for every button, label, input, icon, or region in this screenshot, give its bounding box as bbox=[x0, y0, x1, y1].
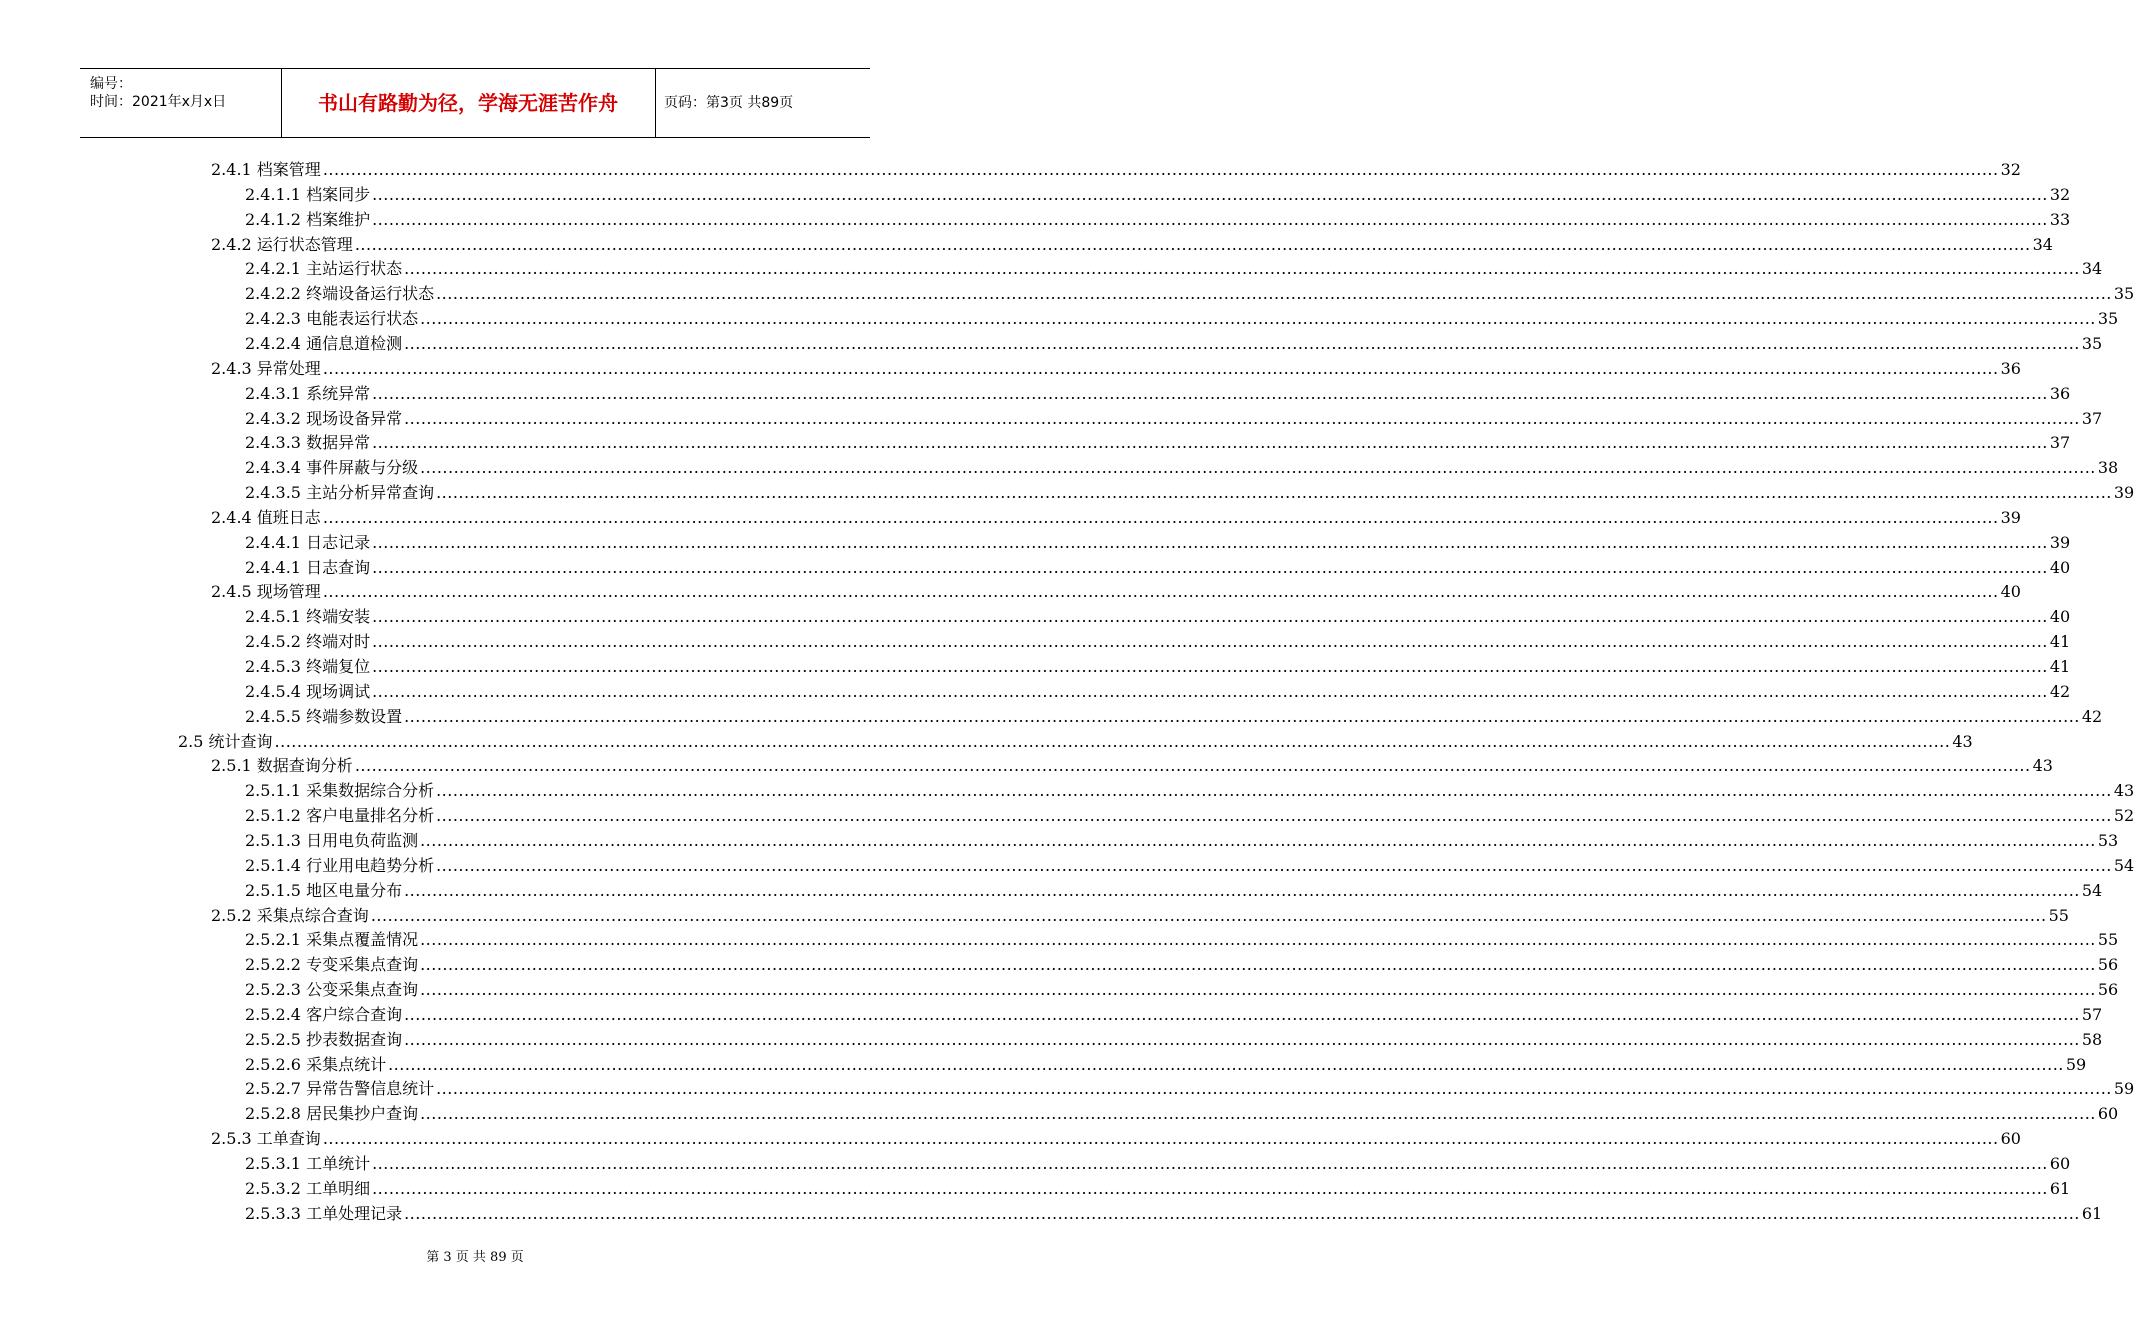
toc-entry[interactable] bbox=[245, 680, 2071, 704]
toc-entry-page: 42 bbox=[2081, 707, 2103, 726]
toc-entry-page: 32 bbox=[2049, 185, 2071, 204]
toc-entry[interactable] bbox=[245, 307, 2119, 331]
toc-entry[interactable] bbox=[245, 829, 2119, 853]
toc-leader-dots: ............................................................................................................................................................................................................................................................................................................ bbox=[404, 1005, 2080, 1024]
toc-entry-page: 37 bbox=[2081, 409, 2103, 428]
toc-entry-page: 60 bbox=[2097, 1104, 2119, 1123]
toc-entry-title: 2.5.2.7 异常告警信息统计 bbox=[245, 1079, 435, 1098]
toc-entry[interactable] bbox=[245, 1053, 2087, 1077]
toc-entry-page: 52 bbox=[2113, 806, 2134, 825]
toc-entry[interactable] bbox=[211, 904, 2069, 928]
toc-entry[interactable] bbox=[245, 1102, 2119, 1126]
toc-entry-page: 59 bbox=[2065, 1055, 2087, 1074]
toc-entry-title: 2.5.3 工单查询 bbox=[211, 1129, 321, 1148]
toc-leader-dots: ............................................................................................................................................................................................................................................................................................................ bbox=[370, 906, 2047, 925]
toc-entry-title: 2.4.5.5 终端参数设置 bbox=[245, 707, 403, 726]
toc-entry[interactable] bbox=[245, 854, 2134, 878]
toc-entry-page: 54 bbox=[2113, 856, 2134, 875]
toc-entry-page: 36 bbox=[2049, 384, 2071, 403]
toc-leader-dots: ............................................................................................................................................................................................................................................................................................................ bbox=[372, 210, 2048, 229]
header-page-info: 页码：第3页 共89页 bbox=[664, 95, 794, 111]
toc-entry-page: 34 bbox=[2081, 259, 2103, 278]
toc-entry[interactable] bbox=[245, 1003, 2103, 1027]
toc-leader-dots: ............................................................................................................................................................................................................................................................................................................ bbox=[322, 1129, 1999, 1148]
toc-entry-title: 2.4.5.3 终端复位 bbox=[245, 657, 371, 676]
toc-entry-page: 54 bbox=[2081, 881, 2103, 900]
toc-entry[interactable] bbox=[245, 257, 2103, 281]
toc-entry-title: 2.5.1 数据查询分析 bbox=[211, 756, 353, 775]
toc-entry-title: 2.4.3.5 主站分析异常查询 bbox=[245, 483, 435, 502]
toc-leader-dots: ............................................................................................................................................................................................................................................................................................................ bbox=[372, 682, 2048, 701]
toc-leader-dots: ............................................................................................................................................................................................................................................................................................................ bbox=[404, 1204, 2080, 1223]
toc-entry[interactable] bbox=[178, 730, 1973, 754]
toc-entry-page: 43 bbox=[2032, 756, 2053, 775]
toc-leader-dots: ............................................................................................................................................................................................................................................................................................................ bbox=[322, 160, 1999, 179]
toc-entry[interactable] bbox=[245, 481, 2134, 505]
toc-entry-title: 2.5.2.5 抄表数据查询 bbox=[245, 1030, 403, 1049]
toc-entry-title: 2.4.5 现场管理 bbox=[211, 582, 321, 601]
page-footer: 第 3 页 共 89 页 bbox=[426, 1250, 524, 1265]
toc-entry-title: 2.4.3 异常处理 bbox=[211, 359, 321, 378]
toc-entry-title: 2.5.2.2 专变采集点查询 bbox=[245, 955, 419, 974]
toc-entry-title: 2.5.3.2 工单明细 bbox=[245, 1179, 371, 1198]
toc-leader-dots: ............................................................................................................................................................................................................................................................................................................ bbox=[404, 409, 2080, 428]
toc-leader-dots: ............................................................................................................................................................................................................................................................................................................ bbox=[436, 1079, 2112, 1098]
toc-entry-title: 2.4.4.1 日志查询 bbox=[245, 558, 371, 577]
toc-entry-page: 53 bbox=[2097, 831, 2119, 850]
toc-leader-dots: ............................................................................................................................................................................................................................................................................................................ bbox=[436, 781, 2112, 800]
header-motto: 书山有路勤为径，学海无涯苦作舟 bbox=[318, 91, 618, 115]
toc-entry-title: 2.4.1 档案管理 bbox=[211, 160, 321, 179]
toc-entry[interactable] bbox=[245, 879, 2103, 903]
toc-leader-dots: ............................................................................................................................................................................................................................................................................................................ bbox=[436, 483, 2112, 502]
toc-entry-page: 60 bbox=[2049, 1154, 2071, 1173]
toc-entry-page: 61 bbox=[2081, 1204, 2103, 1223]
toc-entry-page: 39 bbox=[2049, 533, 2071, 552]
toc-entry[interactable] bbox=[245, 431, 2071, 455]
toc-entry[interactable] bbox=[245, 928, 2119, 952]
toc-entry-title: 2.5.2 采集点综合查询 bbox=[211, 906, 369, 925]
toc-entry-title: 2.4.3.1 系统异常 bbox=[245, 384, 371, 403]
toc-entry-page: 41 bbox=[2049, 657, 2071, 676]
toc-entry[interactable] bbox=[245, 183, 2071, 207]
toc-leader-dots: ............................................................................................................................................................................................................................................................................................................ bbox=[372, 384, 2048, 403]
toc-entry-title: 2.4.3.4 事件屏蔽与分级 bbox=[245, 458, 419, 477]
toc-entry[interactable] bbox=[245, 1152, 2071, 1176]
toc-entry-page: 34 bbox=[2032, 235, 2053, 254]
toc-leader-dots: ............................................................................................................................................................................................................................................................................................................ bbox=[322, 359, 1999, 378]
toc-entry[interactable] bbox=[211, 580, 2021, 604]
toc-entry-title: 2.4.2 运行状态管理 bbox=[211, 235, 353, 254]
number-label: 编号： bbox=[90, 76, 132, 92]
toc-entry-title: 2.4.2.3 电能表运行状态 bbox=[245, 309, 419, 328]
toc-entry-title: 2.5.2.3 公变采集点查询 bbox=[245, 980, 419, 999]
toc-entry-title: 2.5.3.1 工单统计 bbox=[245, 1154, 371, 1173]
toc-entry[interactable] bbox=[211, 506, 2021, 530]
toc-entry-title: 2.4.3.3 数据异常 bbox=[245, 433, 371, 452]
toc-entry-title: 2.4.1.2 档案维护 bbox=[245, 210, 371, 229]
toc-entry[interactable] bbox=[245, 1177, 2071, 1201]
toc-entry[interactable] bbox=[211, 233, 2053, 257]
toc-entry[interactable] bbox=[245, 208, 2071, 232]
toc-entry-page: 57 bbox=[2081, 1005, 2103, 1024]
toc-entry-title: 2.4.5.2 终端对时 bbox=[245, 632, 371, 651]
toc-leader-dots: ............................................................................................................................................................................................................................................................................................................ bbox=[404, 881, 2080, 900]
toc-entry-page: 40 bbox=[2000, 582, 2021, 601]
toc-entry-page: 55 bbox=[2097, 930, 2119, 949]
toc-entry[interactable] bbox=[211, 754, 2053, 778]
toc-entry-page: 38 bbox=[2097, 458, 2119, 477]
toc-entry[interactable] bbox=[245, 978, 2119, 1002]
toc-entry-page: 59 bbox=[2113, 1079, 2134, 1098]
time-label: 时间：2021年x月x日 bbox=[90, 94, 227, 110]
toc-entry[interactable] bbox=[211, 1127, 2021, 1151]
page-header bbox=[80, 68, 870, 138]
toc-leader-dots: ............................................................................................................................................................................................................................................................................................................ bbox=[420, 309, 2096, 328]
toc-entry[interactable] bbox=[245, 779, 2134, 803]
toc-leader-dots: ............................................................................................................................................................................................................................................................................................................ bbox=[436, 806, 2112, 825]
toc-entry-title: 2.4.3.2 现场设备异常 bbox=[245, 409, 403, 428]
toc-leader-dots: ............................................................................................................................................................................................................................................................................................................ bbox=[436, 284, 2112, 303]
toc-entry-title: 2.5.2.1 采集点覆盖情况 bbox=[245, 930, 419, 949]
toc-entry-page: 60 bbox=[2000, 1129, 2021, 1148]
toc-entry[interactable] bbox=[245, 605, 2071, 629]
toc-leader-dots: ............................................................................................................................................................................................................................................................................................................ bbox=[372, 657, 2048, 676]
toc-leader-dots: ............................................................................................................................................................................................................................................................................................................ bbox=[372, 533, 2048, 552]
toc-entry-page: 43 bbox=[2113, 781, 2134, 800]
toc-entry[interactable] bbox=[245, 531, 2071, 555]
toc-entry-page: 41 bbox=[2049, 632, 2071, 651]
toc-leader-dots: ............................................................................................................................................................................................................................................................................................................ bbox=[354, 756, 2031, 775]
toc-entry[interactable] bbox=[245, 332, 2103, 356]
toc-leader-dots: ............................................................................................................................................................................................................................................................................................................ bbox=[372, 185, 2048, 204]
toc-entry-title: 2.5.1.3 日用电负荷监测 bbox=[245, 831, 419, 850]
toc-leader-dots: ............................................................................................................................................................................................................................................................................................................ bbox=[322, 508, 1999, 527]
toc-leader-dots: ............................................................................................................................................................................................................................................................................................................ bbox=[404, 334, 2080, 353]
toc-entry-page: 35 bbox=[2113, 284, 2134, 303]
toc-leader-dots: ............................................................................................................................................................................................................................................................................................................ bbox=[420, 1104, 2096, 1123]
toc-leader-dots: ............................................................................................................................................................................................................................................................................................................ bbox=[354, 235, 2031, 254]
toc-entry[interactable] bbox=[211, 357, 2021, 381]
toc-leader-dots: ............................................................................................................................................................................................................................................................................................................ bbox=[322, 582, 1999, 601]
toc-entry-page: 61 bbox=[2049, 1179, 2071, 1198]
toc-entry-title: 2.4.2.1 主站运行状态 bbox=[245, 259, 403, 278]
toc-leader-dots: ............................................................................................................................................................................................................................................................................................................ bbox=[274, 732, 1951, 751]
toc-entry-title: 2.4.2.4 通信息道检测 bbox=[245, 334, 403, 353]
toc-entry[interactable] bbox=[245, 655, 2071, 679]
toc-entry-title: 2.5.1.4 行业用电趋势分析 bbox=[245, 856, 435, 875]
toc-leader-dots: ............................................................................................................................................................................................................................................................................................................ bbox=[372, 558, 2048, 577]
toc-entry-title: 2.5.1.2 客户电量排名分析 bbox=[245, 806, 435, 825]
toc-entry-page: 43 bbox=[1952, 732, 1973, 751]
toc-entry-page: 58 bbox=[2081, 1030, 2103, 1049]
toc-leader-dots: ............................................................................................................................................................................................................................................................................................................ bbox=[372, 1179, 2048, 1198]
header-left-cell bbox=[80, 69, 280, 137]
toc-entry-title: 2.5.2.6 采集点统计 bbox=[245, 1055, 387, 1074]
toc-entry-page: 36 bbox=[2000, 359, 2021, 378]
toc-leader-dots: ............................................................................................................................................................................................................................................................................................................ bbox=[372, 632, 2048, 651]
toc-entry-page: 56 bbox=[2097, 955, 2119, 974]
toc-entry-title: 2.4.5.1 终端安装 bbox=[245, 607, 371, 626]
toc-leader-dots: ............................................................................................................................................................................................................................................................................................................ bbox=[404, 707, 2080, 726]
toc-entry[interactable] bbox=[245, 1028, 2103, 1052]
toc-leader-dots: ............................................................................................................................................................................................................................................................................................................ bbox=[420, 955, 2096, 974]
toc-entry[interactable] bbox=[245, 282, 2134, 306]
toc-entry-title: 2.4.1.1 档案同步 bbox=[245, 185, 371, 204]
toc-entry-page: 33 bbox=[2049, 210, 2071, 229]
toc-leader-dots: ............................................................................................................................................................................................................................................................................................................ bbox=[372, 607, 2048, 626]
toc-entry-page: 40 bbox=[2049, 607, 2071, 626]
toc-entry-title: 2.5.1.1 采集数据综合分析 bbox=[245, 781, 435, 800]
toc-entry-page: 40 bbox=[2049, 558, 2071, 577]
toc-entry-page: 55 bbox=[2048, 906, 2069, 925]
toc-entry-page: 35 bbox=[2097, 309, 2119, 328]
toc-leader-dots: ............................................................................................................................................................................................................................................................................................................ bbox=[372, 1154, 2048, 1173]
toc-entry-title: 2.5 统计查询 bbox=[178, 732, 273, 751]
toc-entry-title: 2.5.2.4 客户综合查询 bbox=[245, 1005, 403, 1024]
toc-leader-dots: ............................................................................................................................................................................................................................................................................................................ bbox=[404, 1030, 2080, 1049]
toc-leader-dots: ............................................................................................................................................................................................................................................................................................................ bbox=[388, 1055, 2064, 1074]
toc-entry-title: 2.4.4 值班日志 bbox=[211, 508, 321, 527]
toc-entry[interactable] bbox=[245, 953, 2119, 977]
toc-entry-title: 2.4.2.2 终端设备运行状态 bbox=[245, 284, 435, 303]
toc-leader-dots: ............................................................................................................................................................................................................................................................................................................ bbox=[420, 980, 2096, 999]
toc-entry-page: 56 bbox=[2097, 980, 2119, 999]
toc-entry[interactable] bbox=[211, 158, 2021, 182]
toc-entry-title: 2.4.5.4 现场调试 bbox=[245, 682, 371, 701]
toc-entry[interactable] bbox=[245, 630, 2071, 654]
toc-leader-dots: ............................................................................................................................................................................................................................................................................................................ bbox=[420, 930, 2096, 949]
toc-leader-dots: ............................................................................................................................................................................................................................................................................................................ bbox=[420, 458, 2096, 477]
toc-entry[interactable] bbox=[245, 804, 2134, 828]
toc-entry[interactable] bbox=[245, 382, 2071, 406]
toc-entry[interactable] bbox=[245, 456, 2119, 480]
toc-entry-page: 39 bbox=[2113, 483, 2134, 502]
toc-leader-dots: ............................................................................................................................................................................................................................................................................................................ bbox=[404, 259, 2080, 278]
toc-entry-page: 37 bbox=[2049, 433, 2071, 452]
toc-leader-dots: ............................................................................................................................................................................................................................................................................................................ bbox=[420, 831, 2096, 850]
toc-entry[interactable] bbox=[245, 1202, 2103, 1226]
toc-entry-page: 42 bbox=[2049, 682, 2071, 701]
toc-leader-dots: ............................................................................................................................................................................................................................................................................................................ bbox=[436, 856, 2112, 875]
toc-leader-dots: ............................................................................................................................................................................................................................................................................................................ bbox=[372, 433, 2048, 452]
toc-entry-title: 2.5.2.8 居民集抄户查询 bbox=[245, 1104, 419, 1123]
toc-entry[interactable] bbox=[245, 556, 2071, 580]
toc-entry[interactable] bbox=[245, 1077, 2134, 1101]
toc-entry[interactable] bbox=[245, 705, 2103, 729]
toc-entry-page: 35 bbox=[2081, 334, 2103, 353]
toc-entry-title: 2.5.1.5 地区电量分布 bbox=[245, 881, 403, 900]
toc-entry-page: 32 bbox=[2000, 160, 2021, 179]
toc-entry-title: 2.5.3.3 工单处理记录 bbox=[245, 1204, 403, 1223]
toc-entry[interactable] bbox=[245, 407, 2103, 431]
toc-entry-page: 39 bbox=[2000, 508, 2021, 527]
toc-entry-title: 2.4.4.1 日志记录 bbox=[245, 533, 371, 552]
